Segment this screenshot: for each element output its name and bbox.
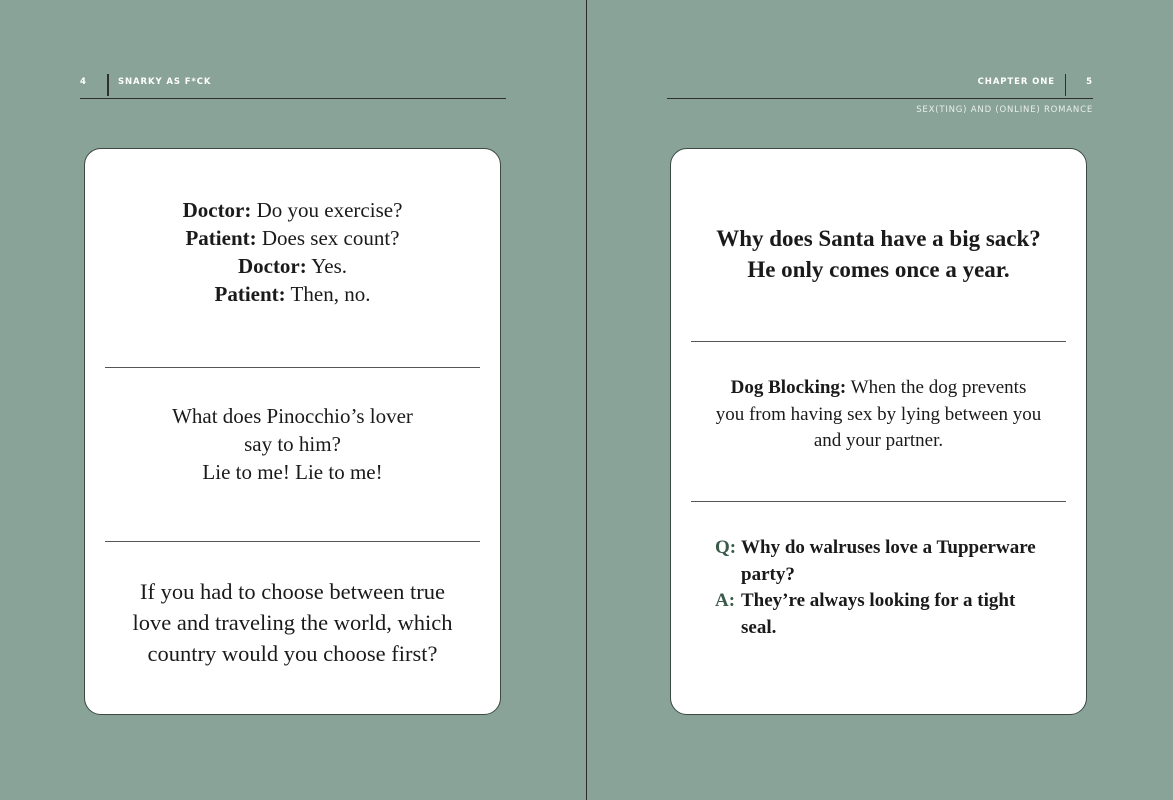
walrus-joke <box>715 535 1065 641</box>
answer-row <box>715 588 1065 641</box>
right-joke-card <box>670 148 1087 715</box>
definition-line: Dog Blocking: When the dog prevents <box>730 377 1027 398</box>
dialogue-line: Doctor: Yes. <box>237 254 348 278</box>
answer-tag: A: <box>715 590 736 611</box>
joke-line: What does Pinocchio’s lover <box>172 404 413 428</box>
left-page <box>0 0 586 800</box>
joke-divider <box>105 367 480 368</box>
definition-line: and your partner. <box>813 430 944 451</box>
left-joke-card <box>84 148 501 715</box>
book-title: SNARKY AS F*CK <box>118 77 212 87</box>
dialogue-line: Patient: Then, no. <box>214 282 371 306</box>
true-love-joke <box>85 576 500 669</box>
joke-line: Why does Santa have a big sack? <box>716 226 1041 251</box>
joke-line: He only comes once a year. <box>747 257 1010 282</box>
section-title: SEX(TING) AND (ONLINE) ROMANCE <box>916 105 1093 115</box>
pinocchio-joke <box>85 402 500 486</box>
joke-divider <box>691 501 1066 502</box>
right-page <box>587 0 1173 800</box>
question-text: Why do walruses love a Tupperware party? <box>741 537 1036 585</box>
answer-text: They’re always looking for a tight seal. <box>741 590 1016 638</box>
doctor-patient-joke <box>85 196 500 308</box>
dog-blocking-definition <box>671 375 1086 455</box>
dialogue-line: Doctor: Do you exercise? <box>182 198 403 222</box>
joke-line: Lie to me! Lie to me! <box>202 460 383 484</box>
left-running-header <box>80 74 506 99</box>
joke-line: love and traveling the world, which <box>132 610 453 635</box>
dialogue-line: Patient: Does sex count? <box>185 226 400 250</box>
joke-line: If you had to choose between true <box>140 579 445 604</box>
header-separator <box>107 74 109 96</box>
joke-divider <box>105 541 480 542</box>
right-running-header <box>667 74 1093 99</box>
question-row <box>715 535 1065 588</box>
definition-line: you from having sex by lying between you <box>715 403 1042 425</box>
right-page-number: 5 <box>1086 77 1093 87</box>
joke-divider <box>691 341 1066 342</box>
left-page-number: 4 <box>80 77 87 87</box>
joke-line: say to him? <box>244 432 341 456</box>
question-tag: Q: <box>715 537 737 558</box>
chapter-label: CHAPTER ONE <box>977 77 1055 87</box>
joke-line: country would you choose first? <box>147 641 438 666</box>
santa-joke <box>671 223 1086 285</box>
header-separator <box>1065 74 1067 96</box>
